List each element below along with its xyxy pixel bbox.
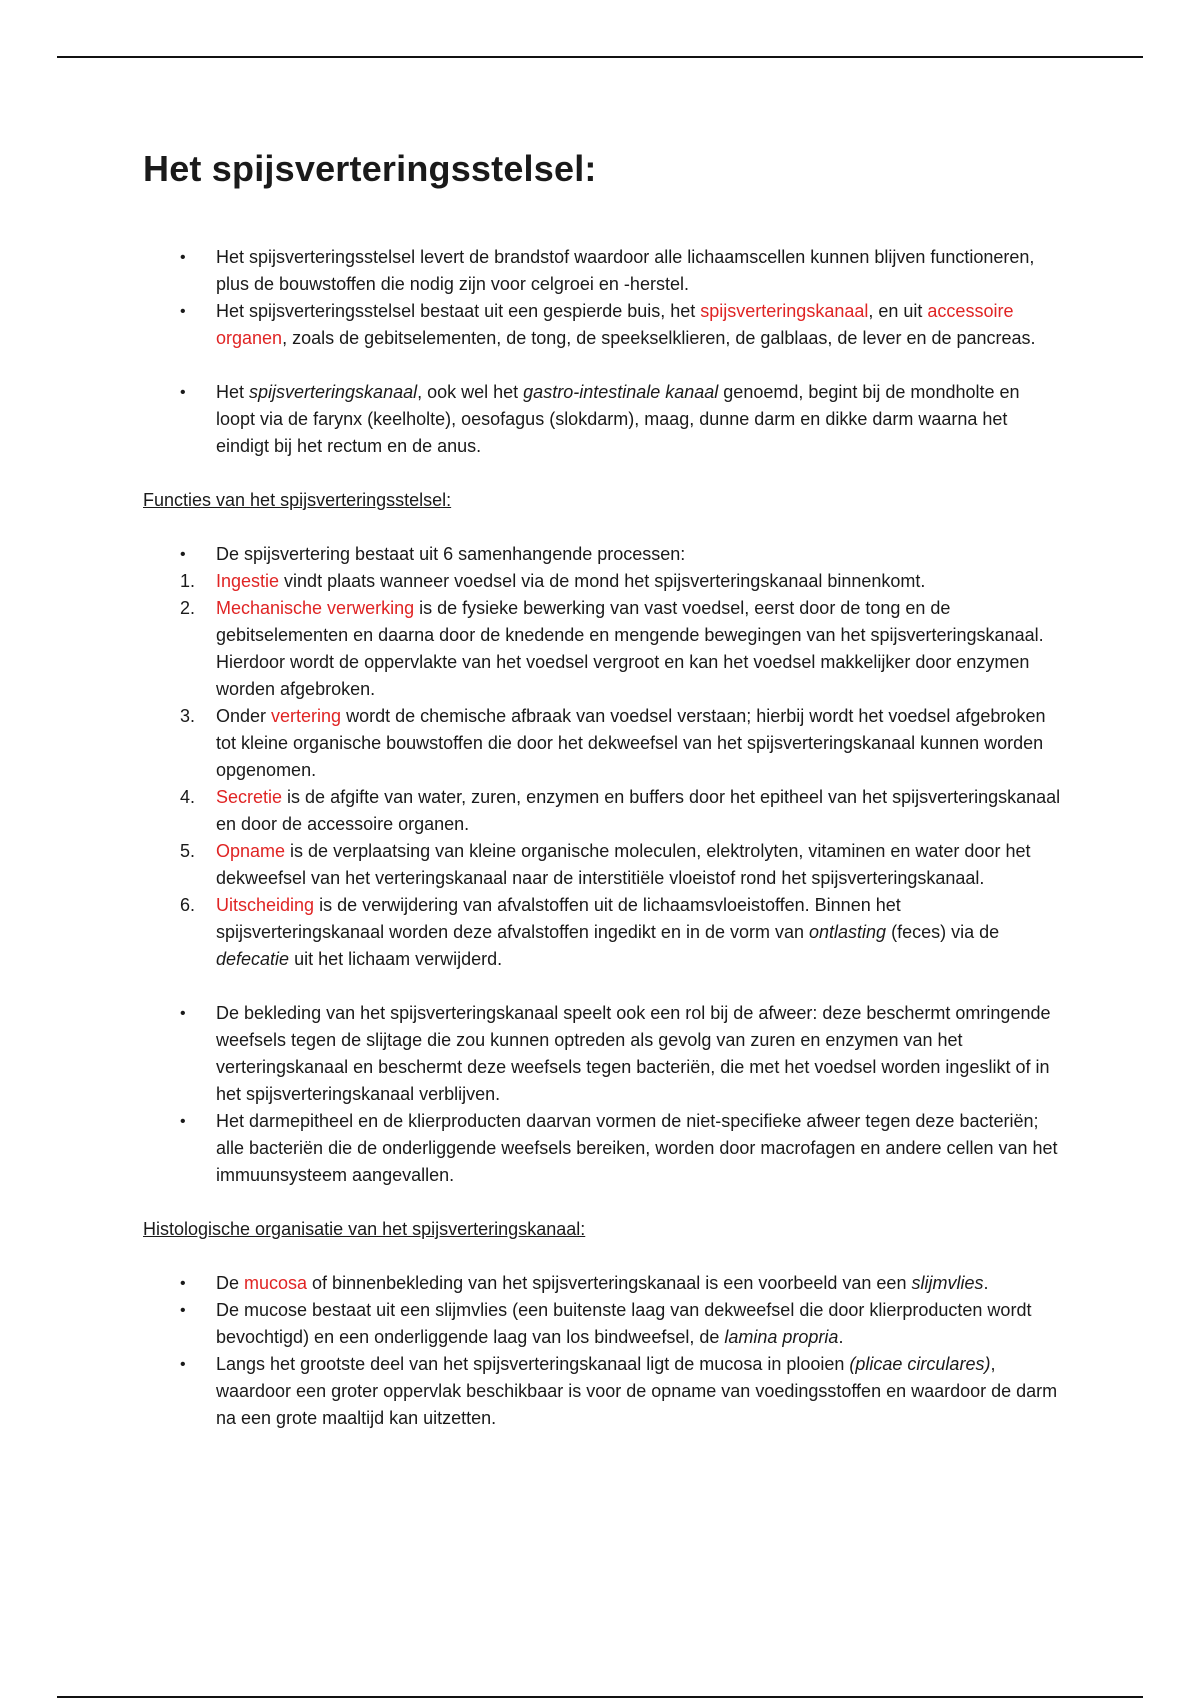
- highlight-term: vertering: [271, 706, 342, 726]
- highlight-term: mucosa: [244, 1273, 308, 1293]
- numbered-item: [143, 892, 1063, 973]
- top-rule: [57, 56, 1143, 58]
- document-page: [143, 148, 1063, 1432]
- italic-term: ontlasting: [809, 922, 887, 942]
- item-text: , waardoor een groter oppervlak beschikbaar is voor de opname van voedingsstoffen en waardoor de darm na een grote maaltijd kan uitzetten.: [216, 1354, 1058, 1428]
- highlight-term: Ingestie: [216, 571, 280, 591]
- item-text: De spijsvertering bestaat uit 6 samenhangende processen:: [216, 544, 686, 564]
- bullet-icon: •: [180, 1275, 186, 1292]
- list-item: [143, 1270, 1063, 1297]
- item-text: wordt de chemische afbraak van voedsel verstaan; hierbij wordt het voedsel afgebroken tot kleine organische bouwstoffen die door het dekweefsel van het spijsverteringskanaal kunnen worden opgenomen.: [216, 706, 1046, 780]
- numbered-item: [143, 595, 1063, 703]
- item-number: 4.: [180, 787, 196, 807]
- item-text: De mucose bestaat uit een slijmvlies (een buitenste laag van dekweefsel die door klierproducten wordt bevochtigd) en een onderliggende laag van los bindweefsel, de: [216, 1300, 1032, 1347]
- item-text: .: [983, 1273, 989, 1293]
- item-text: is de verplaatsing van kleine organische moleculen, elektrolyten, vitaminen en water door het dekweefsel van het verteringskanaal naar de interstitiële vloeistof rond het spijsverteringskanaal.: [216, 841, 1031, 888]
- item-text: Het: [216, 382, 250, 402]
- item-number: 3.: [180, 706, 196, 726]
- italic-term: gastro-intestinale kanaal: [523, 382, 719, 402]
- item-text: De: [216, 1273, 245, 1293]
- highlight-term: Secretie: [216, 787, 283, 807]
- bullet-icon: •: [180, 303, 186, 320]
- list-item: [143, 1000, 1063, 1108]
- list-item: [143, 541, 1063, 568]
- highlight-term: accessoire organen: [216, 301, 1014, 348]
- list-item: [143, 379, 1063, 460]
- italic-term: slijmvlies: [911, 1273, 984, 1293]
- item-text: Langs het grootste deel van het spijsverteringskanaal ligt de mucosa in plooien: [216, 1354, 850, 1374]
- italic-term: defecatie: [216, 949, 290, 969]
- italic-term: (plicae circulares): [849, 1354, 991, 1374]
- item-text: uit het lichaam verwijderd.: [289, 949, 503, 969]
- highlight-term: Uitscheiding: [216, 895, 315, 915]
- list-item: [143, 244, 1063, 298]
- item-number: 1.: [180, 571, 196, 591]
- histology-list: [143, 1270, 1063, 1432]
- item-text: , en uit: [868, 301, 928, 321]
- item-number: 5.: [180, 841, 196, 861]
- list-item: [143, 298, 1063, 352]
- section-heading-functions: Functies van het spijsverteringsstelsel:: [143, 490, 452, 510]
- defense-list: [143, 1000, 1063, 1189]
- item-text: , zoals de gebitselementen, de tong, de speekselklieren, de galblaas, de lever en de pancreas.: [282, 328, 1036, 348]
- section-heading-histology: Histologische organisatie van het spijsverteringskanaal:: [143, 1219, 586, 1239]
- item-number: 6.: [180, 895, 196, 915]
- item-text: is de verwijdering van afvalstoffen uit de lichaamsvloeistoffen. Binnen het spijsverteringskanaal worden deze afvalstoffen ingedikt en in de vorm van: [216, 895, 901, 942]
- highlight-term: Opname: [216, 841, 286, 861]
- item-text: genoemd, begint bij de mondholte en loopt via de farynx (keelholte), oesofagus (slokdarm), maag, dunne darm en dikke darm waarna het eindigt bij het rectum en de anus.: [216, 382, 1020, 456]
- bullet-icon: •: [180, 546, 186, 563]
- italic-term: lamina propria: [724, 1327, 839, 1347]
- list-item: [143, 1108, 1063, 1189]
- highlight-term: spijsverteringskanaal: [700, 301, 869, 321]
- bullet-icon: •: [180, 1005, 186, 1022]
- list-item: [143, 1297, 1063, 1351]
- list-item: [143, 1351, 1063, 1432]
- highlight-term: Mechanische verwerking: [216, 598, 415, 618]
- numbered-item: [143, 703, 1063, 784]
- item-text: , ook wel het: [417, 382, 524, 402]
- item-text: is de afgifte van water, zuren, enzymen en buffers door het epitheel van het spijsverteringskanaal en door de accessoire organen.: [216, 787, 1061, 834]
- item-text: vindt plaats wanneer voedsel via de mond het spijsverteringskanaal binnenkomt.: [279, 571, 926, 591]
- item-text: De bekleding van het spijsverteringskanaal speelt ook een rol bij de afweer: deze beschermt omringende weefsels tegen de slijtage die zou kunnen optreden als gevolg van zuren en enzymen van het verteringskanaal en beschermt deze weefsels tegen bacteriën, die met het voedsel worden ingeslikt of in het spijsverteringskanaal verblijven.: [216, 1003, 1051, 1104]
- bullet-icon: •: [180, 1113, 186, 1130]
- item-text: Onder: [216, 706, 272, 726]
- item-text: is de fysieke bewerking van vast voedsel, eerst door de tong en de gebitselementen en daarna door de knedende en mengende bewegingen van het spijsverteringskanaal. Hierdoor wordt de oppervlakte van het voedsel vergroot en kan het voedsel makkelijker door enzymen worden afgebroken.: [216, 598, 1044, 699]
- bullet-icon: •: [180, 249, 186, 266]
- item-number: 2.: [180, 598, 196, 618]
- numbered-item: [143, 838, 1063, 892]
- item-text: Het spijsverteringsstelsel bestaat uit een gespierde buis, het: [216, 301, 701, 321]
- bottom-rule: [57, 1696, 1143, 1698]
- item-text: Het darmepitheel en de klierproducten daarvan vormen de niet-specifieke afweer tegen deze bacteriën; alle bacteriën die de onderliggende weefsels bereiken, worden door macrofagen en andere cellen van het immuunsysteem aangevallen.: [216, 1111, 1058, 1185]
- bullet-icon: •: [180, 1302, 186, 1319]
- page-title: Het spijsverteringsstelsel:: [143, 148, 597, 189]
- functions-list: [143, 541, 1063, 973]
- item-text: Het spijsverteringsstelsel levert de brandstof waardoor alle lichaamscellen kunnen blijven functioneren, plus de bouwstoffen die nodig zijn voor celgroei en -herstel.: [216, 247, 1035, 294]
- intro-list: [143, 244, 1063, 460]
- item-text: of binnenbekleding van het spijsverteringskanaal is een voorbeeld van een: [307, 1273, 912, 1293]
- bullet-icon: •: [180, 1356, 186, 1373]
- numbered-item: [143, 568, 1063, 595]
- item-text: (feces) via de: [886, 922, 1000, 942]
- numbered-item: [143, 784, 1063, 838]
- italic-term: spijsverteringskanaal: [249, 382, 418, 402]
- bullet-icon: •: [180, 384, 186, 401]
- item-text: .: [838, 1327, 844, 1347]
